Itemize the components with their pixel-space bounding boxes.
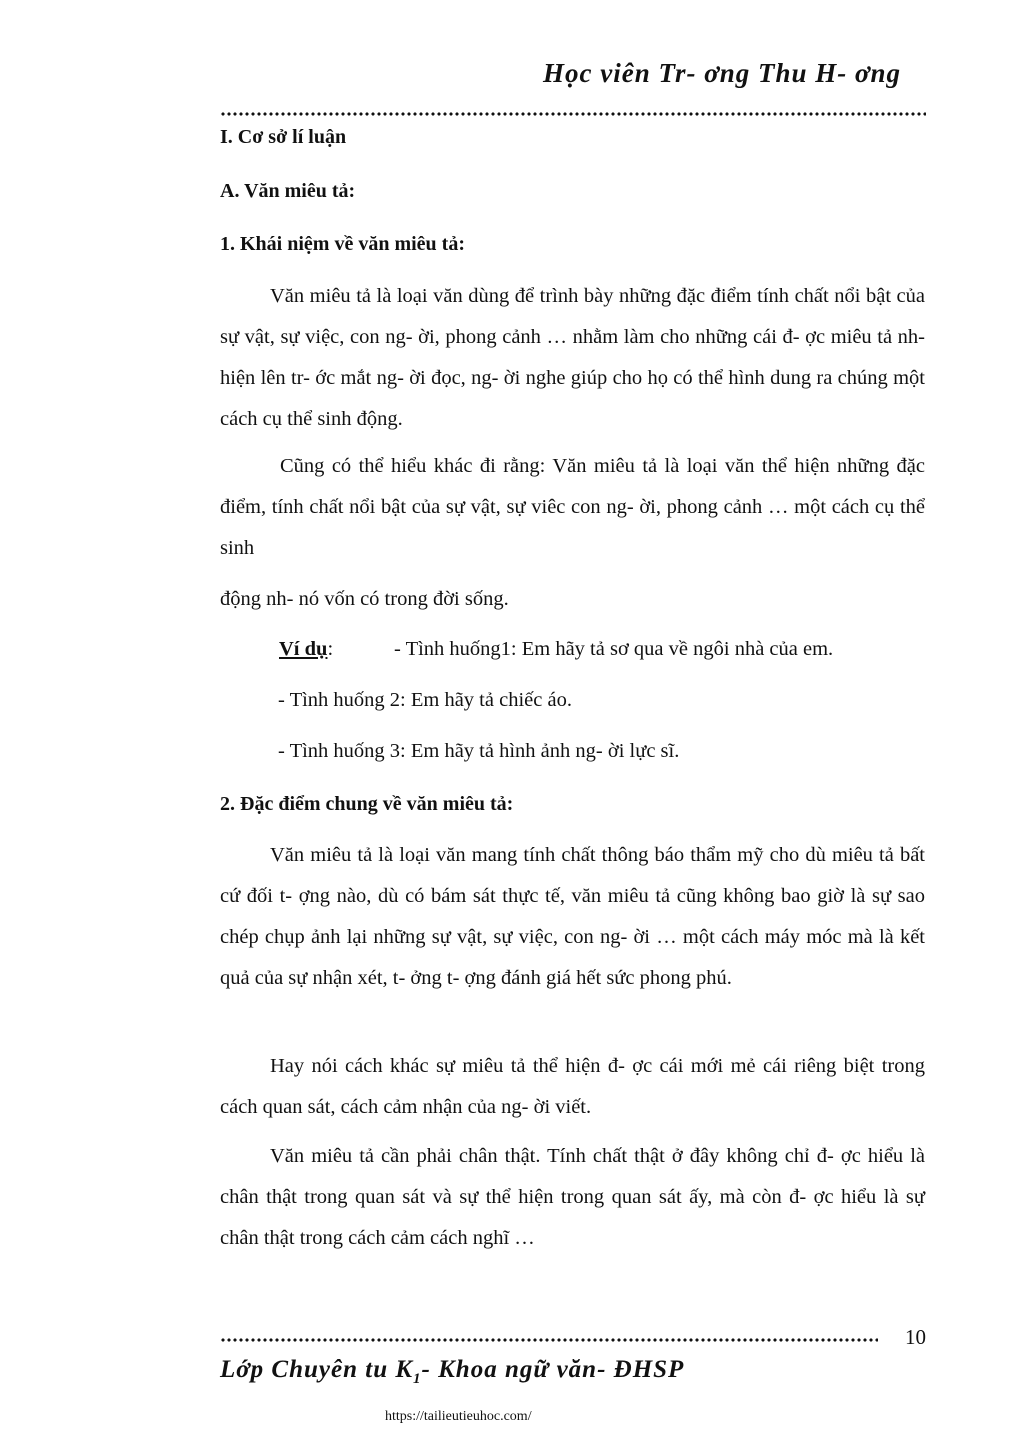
example-label-line: [279, 638, 333, 661]
header-divider: [220, 110, 926, 118]
paragraph-novelty: Hay nói cách khác sự miêu tả thể hiện đ- ợc cái mới mẻ cái riêng biệt trong cách quan sát, cách cảm nhận của ng- ời viết.: [220, 1055, 925, 1118]
paragraph-alternate-definition: Cũng có thể hiểu khác đi rằng: Văn miêu tả là loại văn thể hiện những đặc điểm, tính chất nổi bật của sự vật, sự viêc con ng- ời, phong cảnh … một cách cụ thể sinh: [220, 455, 925, 559]
subsection-heading: A. Văn miêu tả:: [220, 180, 356, 202]
footer-title-subscript: 1: [413, 1371, 422, 1387]
example-item: - Tình huống 2: Em hãy tả chiếc áo.: [278, 689, 572, 711]
paragraph-truthfulness: Văn miêu tả cần phải chân thật. Tính chất thật ở đây không chỉ đ- ợc hiểu là chân thật trong quan sát và sự thể hiện trong quan sát ấy, mà còn đ- ợc hiểu là sự chân thật trong cách cảm cách nghĩ …: [220, 1145, 925, 1249]
page-number: 10: [905, 1325, 926, 1349]
paragraph-characteristics: Văn miêu tả là loại văn mang tính chất thông báo thẩm mỹ cho dù miêu tả bất cứ đối t- ợng nào, dù có bám sát thực tế, văn miêu tả cũng không bao giờ là sự sao chép chụp ảnh lại những sự vật, sự việc, con ng- ời … một cách máy móc mà là kết quả của sự nhận xét, t- ởng t- ợng đánh giá hết sức phong phú.: [220, 844, 925, 989]
heading-concept: 1. Khái niệm về văn miêu tả:: [220, 233, 465, 255]
example-label: Ví dụ: [279, 638, 328, 660]
example-item: - Tình huống 3: Em hãy tả hình ảnh ng- ời lực sĩ.: [278, 740, 680, 762]
footer-title-rest: - Khoa ngữ văn- ĐHSP: [421, 1356, 685, 1383]
paragraph-definition: Văn miêu tả là loại văn dùng để trình bày những đặc điểm tính chất nổi bật của sự vật, sự việc, con ng- ời, phong cảnh … nhằm làm cho những cái đ- ợc miêu tả nh- hiện lên tr- ớc mắt ng- ời đọc, ng- ời nghe giúp cho họ có thể hình dung ra chúng một cách cụ thể sinh động.: [220, 285, 925, 430]
footer-title: [220, 1356, 684, 1388]
footer-title-main: Lớp Chuyên tu K: [220, 1356, 414, 1383]
heading-characteristics: 2. Đặc điểm chung về văn miêu tả:: [220, 793, 514, 815]
header-title: Học viên Tr- ơng Thu H- ơng: [543, 58, 901, 88]
example-colon: :: [327, 638, 334, 660]
section-heading: I. Cơ sở lí luận: [220, 126, 347, 148]
paragraph-continuation: động nh- nó vốn có trong đời sống.: [220, 588, 509, 610]
footer-divider: [220, 1336, 878, 1344]
example-item: - Tình huống1: Em hãy tả sơ qua về ngôi nhà của em.: [394, 638, 834, 660]
source-url: https://tailieutieuhoc.com/: [385, 1409, 532, 1424]
